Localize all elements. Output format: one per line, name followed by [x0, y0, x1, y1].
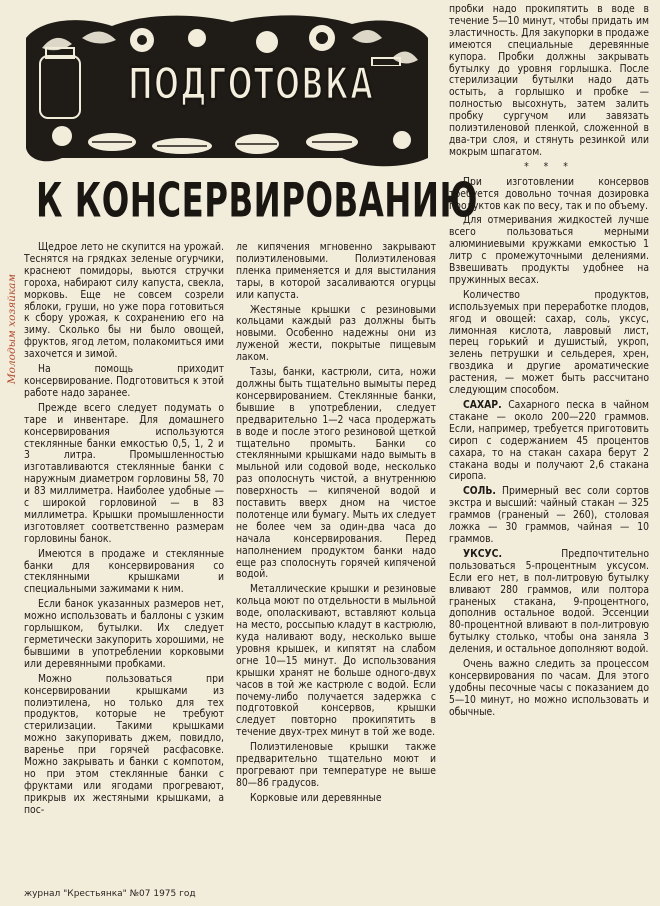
paragraph: Количество продуктов, используемых при переработке плодов, ягод и овощей: сахар, соль, уксус, лимонная кислота, лавровый лист, перец горький и душистый, укроп, зелень петрушки и сельдерея, хрен, гвоздика и другие ароматические растения, — может быть рассчитано следующим способом.	[449, 288, 649, 397]
paragraph: Тазы, банки, кастрюли, сита, ножи должны быть тщательно вымыты перед консервированием. Стеклянные банки, бывшие в употреблении, следует предварительно 1—2 часа продержать в воде и после этого резиновой щеткой тщательно промыть. Банки со стеклянными крышками надо вымыть в мыльной или содовой воде, несколько раз ополоснуть чистой, а внутреннюю поверхность — кипяченой водой и поставить вверх дном на чистое полотенце или бумагу. Мыть их следует не более чем за один-два часа до начала консервирования. Перед наполнением продуктом банки надо еще раз сполоснуть горячей кипяченой водой.	[236, 366, 436, 581]
section-sugar	[449, 400, 649, 483]
rubric-vertical	[2, 235, 18, 425]
text-column-1	[24, 242, 224, 892]
paragraph: Можно пользоваться при консервировании крышками из полиэтилена, но только для тех продуктов, которые не требуют стерилизации. Такими крышками можно закупоривать джем, повидло, варенье при горячей расфасовке. Можно закрывать и банки с компотом, но при этом стеклянные банки с фруктами или ягодами прогревают, прикрыв их жестяными крышками, а пос-	[24, 672, 224, 816]
section-text: Примерный вес соли сортов экстра и высший: чайный стакан — 325 граммов (граненый — 260), столовая ложка — 30 граммов, чайная — 10 граммов.	[449, 485, 649, 545]
text-column-2	[236, 242, 436, 892]
paragraph: Полиэтиленовые крышки также предварительно тщательно моют и прогревают при температуре не выше 80—86 градусов.	[236, 741, 436, 789]
source-caption: журнал "Крестьянка" №07 1975 год	[24, 889, 196, 899]
title-line-1: ПОДГОТОВКА	[128, 57, 375, 110]
paragraph: Жестяные крышки с резиновыми кольцами каждый раз должны быть новыми. Особенно надежны они из луженой жести, покрытые пищевым лаком.	[236, 303, 436, 364]
section-lead: СОЛЬ.	[463, 485, 496, 498]
section-lead: УКСУС.	[463, 547, 502, 560]
title-line-2: К КОНСЕРВИРОВАНИЮ	[36, 175, 478, 229]
section-text: Сахарного песка в чайном стакане — около 200—220 граммов. Если, например, требуется приготовить сироп с содержанием 45 процентов сахара, то на стакан сахара берут 2 стакана воды и получают 2,6 стакана сиропа.	[449, 399, 649, 483]
paragraph: Для отмеривания жидкостей лучше всего пользоваться мерными алюминиевыми кружками емкостью 1 литр с промежуточными делениями. Взвешивать продукты удобнее на пружинных весах.	[449, 214, 649, 286]
section-vinegar	[449, 549, 649, 656]
section-salt	[449, 486, 649, 546]
paragraph: На помощь приходит консервирование. Подготовиться к этой работе надо заранее.	[24, 363, 224, 399]
rubric-label: Молодым хозяйкам	[6, 273, 18, 385]
paragraph: Щедрое лето не скупится на урожай. Теснятся на грядках зеленые огурчики, краснеют помидоры, вьются стручки гороха, набирают силу капуста, свекла, морковь. Еще не совсем созрели яблоки, груши, но уже пора готовиться к сбору урожая, к сохранению его на зиму. Сколько бы ни было овощей, фруктов, ягод летом, полакомиться ими захочется и зимой.	[24, 242, 224, 361]
paragraph: При изготовлении консервов требуется довольно точная дозировка продуктов как по весу, так и по объему.	[449, 175, 649, 212]
paragraph: пробки надо прокипятить в воде в течение 5—10 минут, чтобы придать им эластичность. Для закупорки в продаже имеются специальные деревянные купора. Пробки должны закрывать бутылку до уровня горлышка. После стерилизации бутылки надо дать остыть, а горлышко и пробке — полностью высохнуть, затем залить пробку сургучом или завязать полиэтиленовой пленкой, сложенной в два-три слоя, и стянуть резинкой или мокрым шпагатом.	[449, 4, 649, 158]
paragraph: ле кипячения мгновенно закрывают полиэтиленовыми. Полиэтиленовая пленка применяется и для выстилания тары, в которой засаливаются огурцы или капуста.	[236, 242, 436, 301]
section-text: Предпочтительно пользоваться 5-процентным уксусом. Если его нет, в пол-литровую бутылку вливают 280 граммов, или полтора граненых стакана, 9-процентного, дополнив остальное водой. Эссенции 80-процентной вливают в пол-литровую бутылку столько, чтобы она заняла 3 деления, и остальное дополняют водой.	[449, 547, 649, 656]
paragraph: Прежде всего следует подумать о таре и инвентаре. Для домашнего консервирования используются стеклянные банки емкостью 0,5, 1, 2 и 3 литра. Промышленностью изготавливаются стеклянные банки с наружным диаметром горловины 58, 70 и 83 миллиметра. Наиболее удобные — с широкой горловиной — в 83 миллиметра. Крышки промышленности изготовляет соответственно размерам горловины банок.	[24, 401, 224, 545]
paragraph: Корковые или деревянные	[250, 791, 382, 804]
section-lead: САХАР.	[463, 399, 502, 411]
text-column-3	[449, 4, 649, 890]
paragraph: Если банок указанных размеров нет, можно использовать и баллоны с узким горлышком, бутылки. Их следует герметически закупорить хорошими, не бывшими в употреблении корковыми или деревянными пробками.	[24, 598, 224, 670]
paragraph: Очень важно следить за процессом консервирования по часам. Для этого удобны песочные часы с показанием до 5—10 минут, но можно использовать и обычные.	[449, 658, 649, 718]
paragraph: Имеются в продаже и стеклянные банки для консервирования со стеклянными крышками и специальными зажимами к ним.	[24, 547, 224, 596]
section-divider: * * *	[524, 160, 574, 173]
paragraph: Металлические крышки и резиновые кольца моют по отдельности в мыльной воде, ополаскивают, вставляют кольца на место, россыпью кладут в кастрюлю, куда наливают воду, несколько выше уровня крышек, и кипятят на слабом огне 10—15 минут. До использования крышки хранят не больше одного-двух часов в той же кастрюле с водой. Если почему-либо получается задержка с подготовкой консервов, крышки следует повторно прокипятить в течение двух-трех минут в той же воде.	[236, 583, 436, 739]
